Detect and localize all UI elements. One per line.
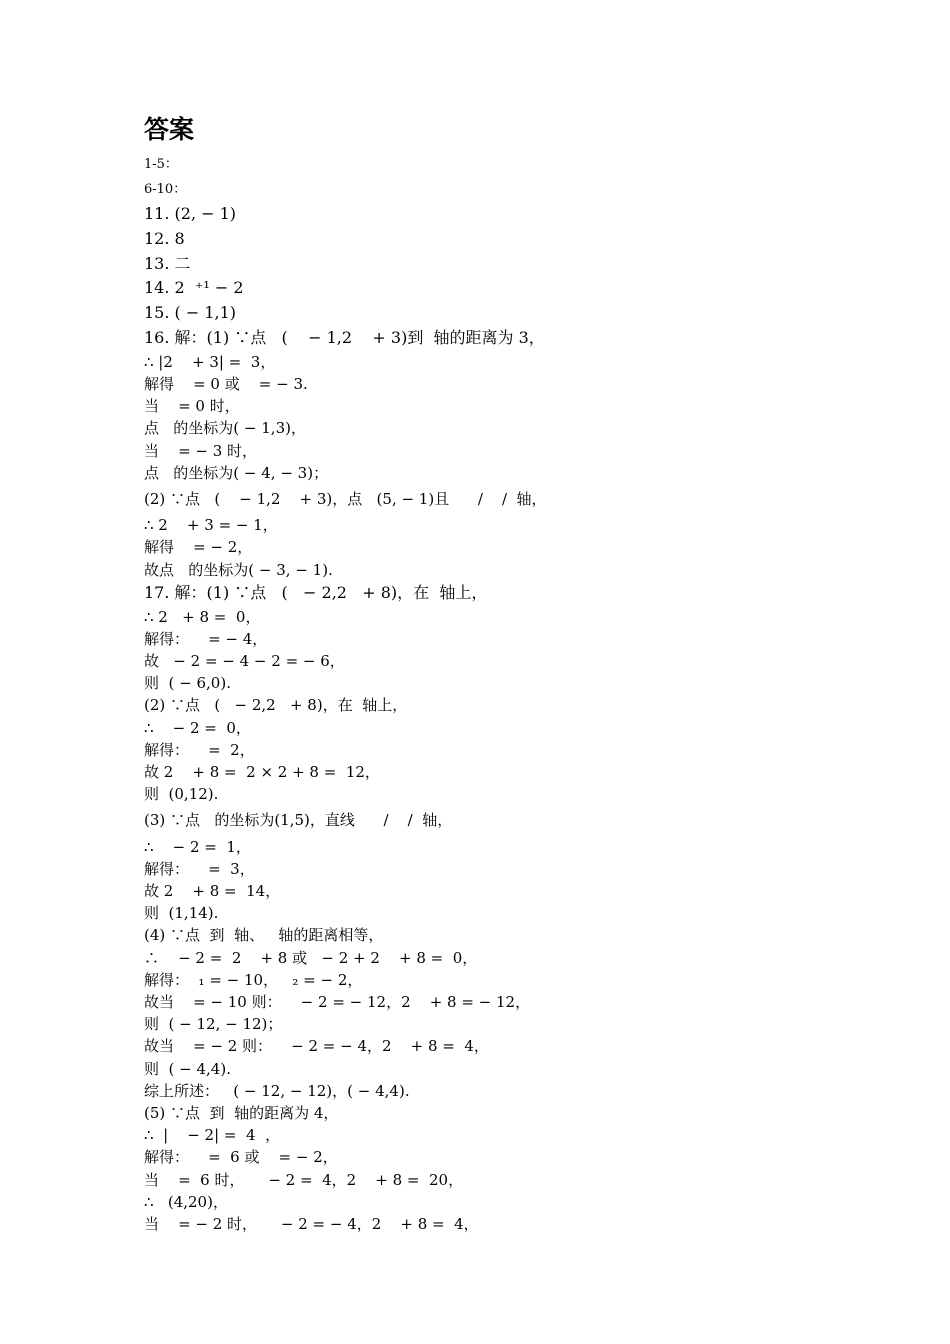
answer-line: 1-5：: [144, 157, 178, 172]
answer-line: (2) ∵点 ( − 1,2 + 3)，点 (5, − 1)且 / / 轴，: [144, 490, 547, 508]
answer-line: ∴ | − 2| = 4 ，: [144, 1126, 281, 1145]
answer-line: 故 − 2 = − 4 − 2 = − 6，: [144, 652, 345, 671]
answer-line: 解得 = 0 或 = − 3.: [144, 374, 308, 393]
answer-line: 16. 解：(1) ∵点 ( − 1,2 + 3)到 轴的距离为 3，: [144, 327, 545, 347]
answer-line: 则 ( − 12, − 12)；: [144, 1015, 283, 1034]
answer-line: 当 = − 2 时， − 2 = − 4，2 + 8 = 4，: [144, 1215, 479, 1234]
answer-line: 故点 的坐标为( − 3, − 1).: [144, 560, 333, 579]
answer-line: 6-10：: [144, 182, 187, 197]
answer-line: 解得： = 6 或 = − 2，: [144, 1148, 338, 1167]
answer-line: ∴ − 2 = 2 + 8 或 − 2 + 2 + 8 = 0，: [144, 948, 478, 967]
page-title: 答案: [144, 115, 195, 144]
answer-line: ∴ (4,20)，: [144, 1192, 228, 1211]
answer-line: 则 (0,12).: [144, 785, 219, 804]
answer-line: 则 ( − 4,4).: [144, 1059, 231, 1078]
answer-line: 解得： ₁ = − 10， ₂ = − 2，: [144, 970, 363, 989]
answer-line: (4) ∵点 到 轴、 轴的距离相等，: [144, 926, 384, 945]
answer-line: 解得： = − 4，: [144, 629, 268, 648]
answer-line: 故当 = − 10 则： − 2 = − 12，2 + 8 = − 12，: [144, 993, 531, 1012]
answer-line: 点 的坐标为( − 1,3)，: [144, 419, 306, 438]
answer-line: (2) ∵点 ( − 2,2 + 8)，在 轴上，: [144, 696, 408, 715]
answer-line: 13. 二: [144, 253, 191, 273]
answer-lines: [144, 152, 844, 1235]
answer-line: 17. 解：(1) ∵点 ( − 2,2 + 8)，在 轴上，: [144, 582, 488, 602]
answer-line: 当 = 6 时， − 2 = 4，2 + 8 = 20，: [144, 1170, 464, 1189]
answer-line: ∴ |2 + 3| = 3，: [144, 352, 276, 371]
answer-line: 解得： = 3，: [144, 859, 255, 878]
answer-line: 故 2 + 8 = 14，: [144, 882, 281, 901]
answer-line: 12. 8: [144, 228, 185, 248]
answer-line: (3) ∵点 的坐标为(1,5)，直线 / / 轴，: [144, 811, 453, 830]
answer-line: ∴ 2 + 3 = − 1，: [144, 516, 278, 535]
answer-line: 综上所述： ( − 12, − 12)，( − 4,4).: [144, 1081, 410, 1100]
answer-line: 当 = 0 时，: [144, 397, 240, 416]
answer-line: 故 2 + 8 = 2 × 2 + 8 = 12，: [144, 763, 380, 782]
answer-line: 则 (1,14).: [144, 904, 219, 923]
answer-line: 点 的坐标为( − 4, − 3)；: [144, 463, 329, 482]
answer-line: (5) ∵点 到 轴的距离为 4，: [144, 1104, 339, 1123]
answer-line: 解得 = − 2，: [144, 538, 253, 557]
answer-line: ∴ − 2 = 0，: [144, 718, 251, 737]
answer-line: ∴ 2 + 8 = 0，: [144, 607, 261, 626]
answer-line: 14. 2 ⁺¹ − 2: [144, 278, 244, 298]
document-page: [144, 112, 844, 1235]
answer-line: 15. ( − 1,1): [144, 303, 237, 323]
answer-line: ∴ − 2 = 1，: [144, 837, 251, 856]
answer-line: 则 ( − 6,0).: [144, 674, 231, 693]
answer-line: 故当 = − 2 则： − 2 = − 4，2 + 8 = 4，: [144, 1037, 489, 1056]
answer-line: 11. (2, − 1): [144, 204, 237, 223]
answer-line: 解得： = 2，: [144, 740, 255, 759]
answer-line: 当 = − 3 时，: [144, 441, 258, 460]
